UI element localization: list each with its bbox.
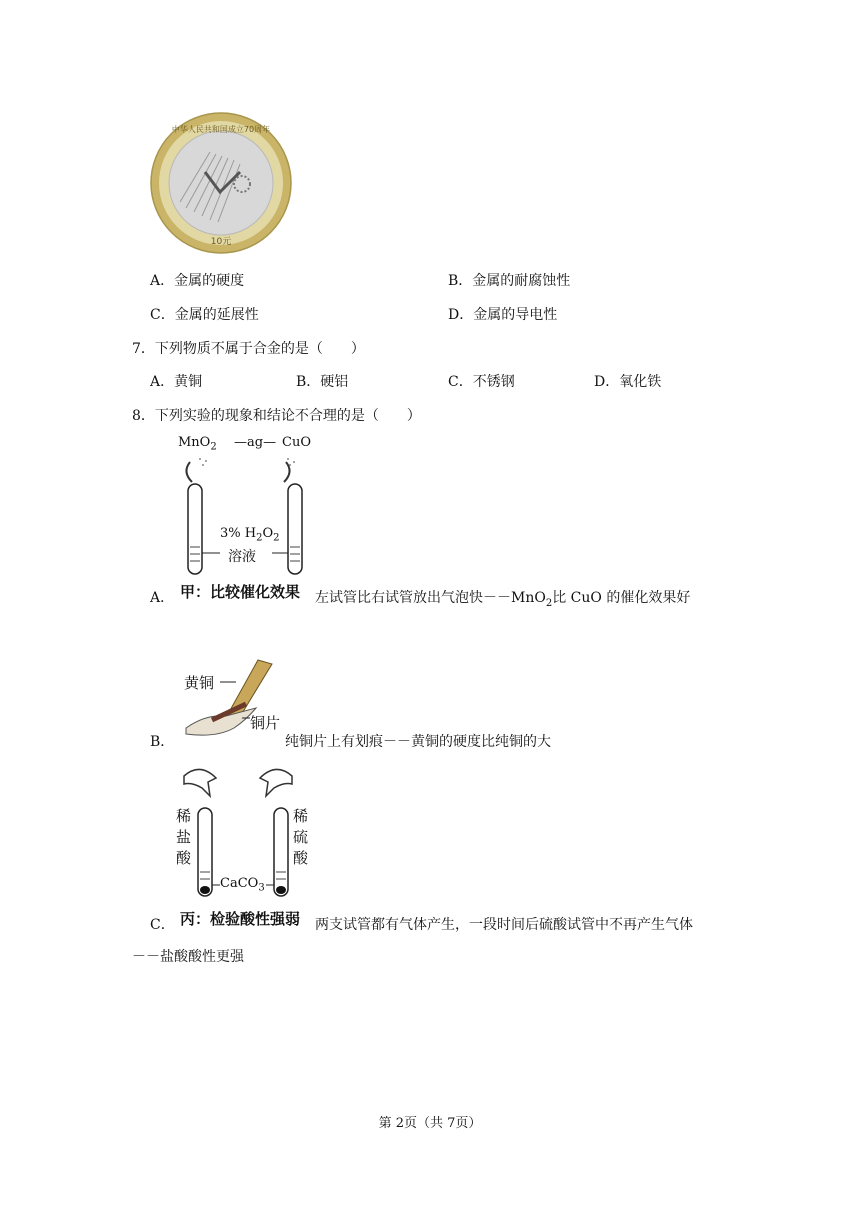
label-cuo: CuO (282, 435, 311, 450)
q7-option-c: C．不锈钢 (448, 374, 515, 390)
q8-stem: 8．下列实验的现象和结论不合理的是（ ） (132, 408, 421, 424)
label-copper-sheet: 铜片 (250, 714, 281, 732)
label-mno2: MnO$_2$ (178, 435, 217, 453)
caption-jia: 甲：比较催化效果 (180, 583, 301, 601)
q6-option-c: C．金属的延展性 (150, 307, 259, 323)
q6-option-a: A．金属的硬度 (150, 273, 245, 289)
page-footer: 第 2页（共 7页） (378, 1116, 482, 1131)
label-dilute-h2so4: 稀硫酸 (293, 807, 309, 867)
label-brass: 黄铜 (184, 674, 215, 692)
figure-catalyst-comparison (176, 432, 316, 582)
q8-a-text: 左试管比右试管放出气泡快－－MnO$_2$比 CuO 的催化效果好 (315, 590, 691, 609)
q8-c-letter: C． (150, 917, 175, 933)
label-caco3: CaCO$_3$ (220, 876, 265, 894)
svg-text:中华人民共和国成立70周年: 中华人民共和国成立70周年 (171, 125, 271, 134)
q6-option-b: B．金属的耐腐蚀性 (448, 273, 571, 289)
q7-option-d: D．氧化铁 (594, 374, 662, 390)
label-h2o2: 3% $H_2O_2$ (220, 526, 280, 544)
q8-a-letter: A． (150, 590, 175, 606)
q8-b-text: 纯铜片上有划痕－－黄铜的硬度比纯铜的大 (285, 734, 551, 750)
q8-c-text-line1: 两支试管都有气体产生，一段时间后硫酸试管中不再产生气体 (315, 917, 693, 933)
q6-option-d: D．金属的导电性 (448, 307, 558, 323)
q7-option-a: A．黄铜 (150, 374, 203, 390)
svg-text:10元: 10元 (210, 237, 232, 247)
q8-b-letter: B． (150, 734, 175, 750)
commemorative-coin-image (150, 112, 292, 254)
q7-option-b: B．硬铝 (296, 374, 349, 390)
q7-stem: 7．下列物质不属于合金的是（ ） (132, 341, 365, 357)
figure-acidity-test (176, 762, 316, 902)
q8-c-text-line2: －－盐酸酸性更强 (132, 949, 244, 965)
label-mass: —ag— (234, 435, 277, 450)
hand-drawing (176, 658, 286, 740)
figure-scratch-test (176, 658, 286, 740)
label-dilute-hcl: 稀盐酸 (176, 807, 192, 867)
caption-bing: 丙：检验酸性强弱 (180, 910, 301, 928)
label-solution: 溶液 (228, 549, 256, 565)
